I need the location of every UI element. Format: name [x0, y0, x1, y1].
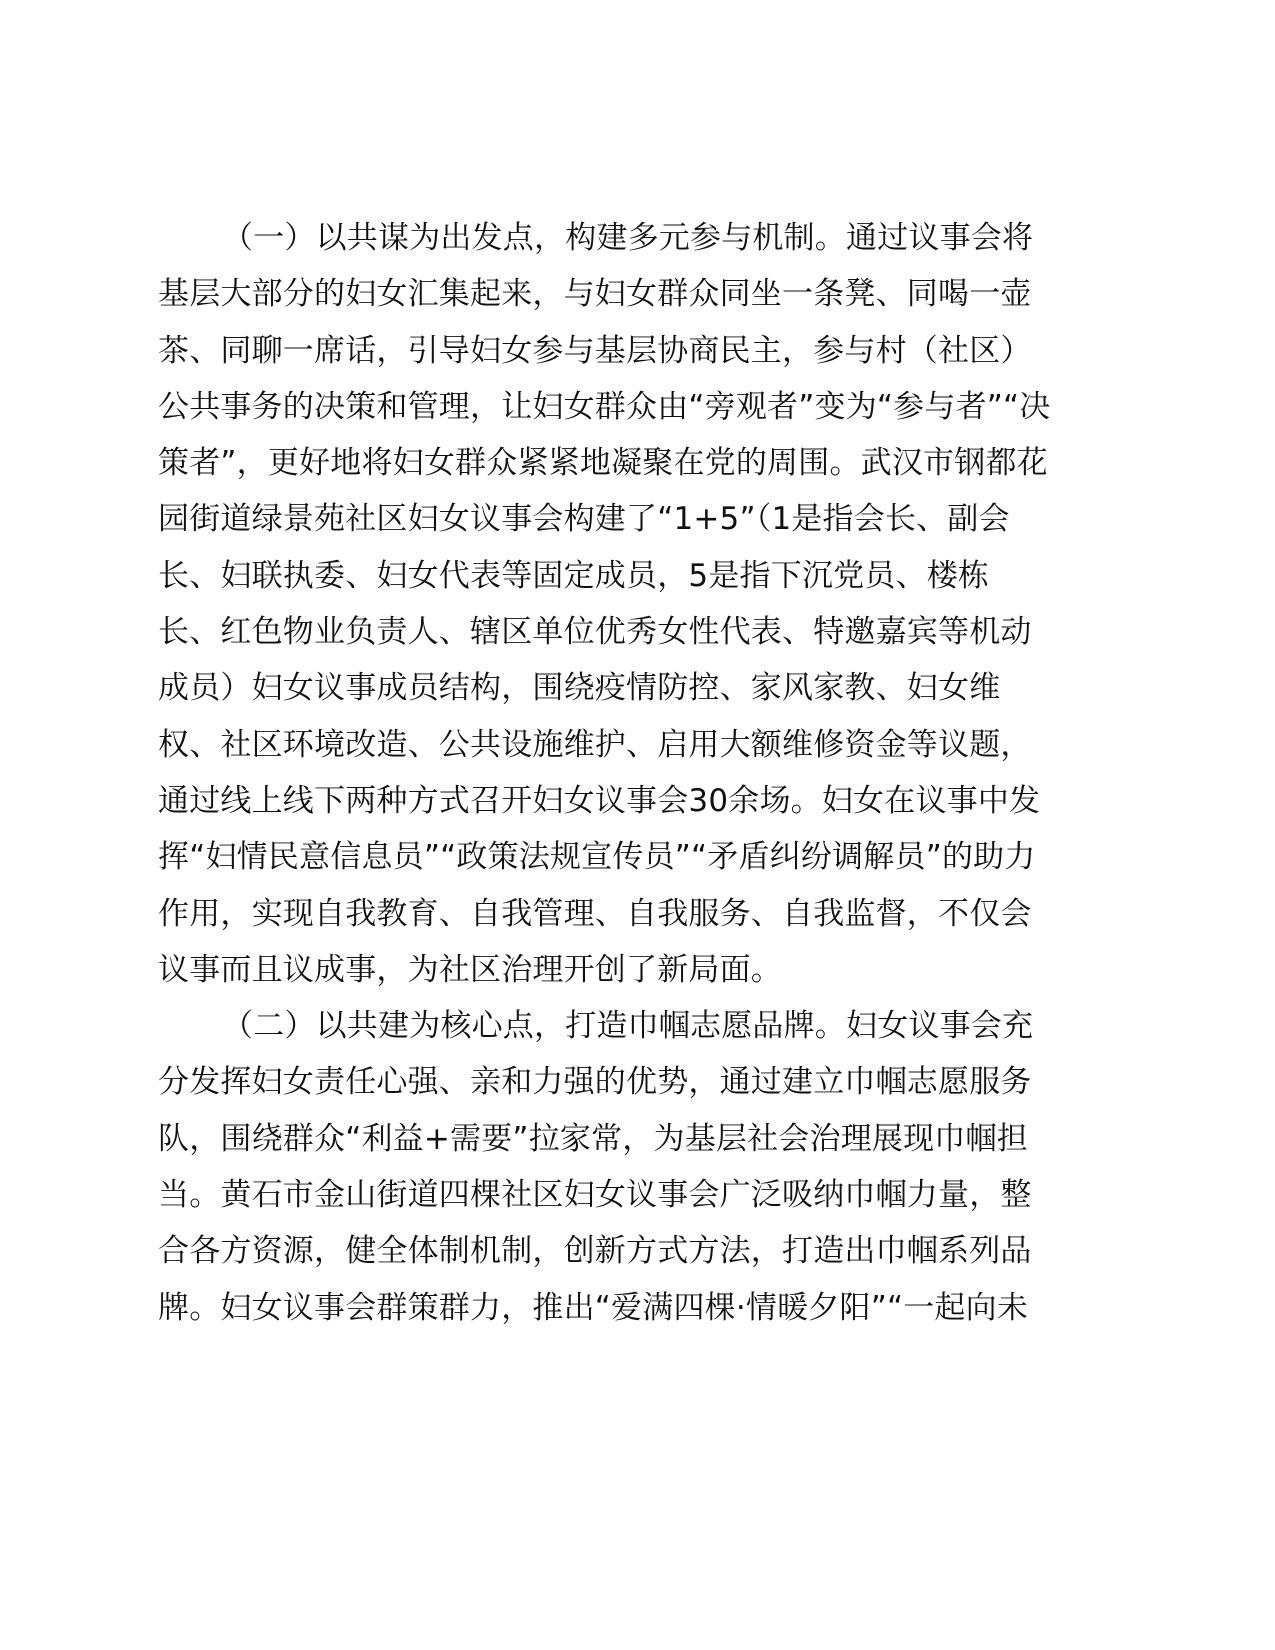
text-line: 分发挥妇女责任心强、亲和力强的优势，通过建立巾帼志愿服务 [158, 1064, 1032, 1101]
text-line: 茶、同聊一席话，引导妇女参与基层协商民主，参与村（社区） [158, 332, 1032, 369]
text-line: 牌。妇女议事会群策群力，推出“爱满四棵·情暖夕阳”“一起向未 [158, 1289, 1029, 1326]
text-line: 作用，实现自我教育、自我管理、自我服务、自我监督，不仅会 [158, 895, 1032, 932]
text-line: 当。黄石市金山街道四棵社区妇女议事会广泛吸纳巾帼力量，整 [158, 1177, 1032, 1214]
text-line: （一）以共谋为出发点，构建多元参与机制。通过议事会将 [222, 220, 1034, 256]
text-line: 队，围绕群众“利益+需要”拉家常，为基层社会治理展现巾帼担 [158, 1120, 1028, 1157]
text-line: 通过线上线下两种方式召开妇女议事会30余场。妇女在议事中发 [158, 782, 1041, 819]
text-line: 长、妇联执委、妇女代表等固定成员，5是指下沉党员、楼栋 [158, 557, 990, 594]
text-line: 长、红色物业负责人、辖区单位优秀女性代表、特邀嘉宾等机动 [158, 614, 1032, 651]
document-page [158, 210, 1118, 1336]
text-line: （二）以共建为核心点，打造巾帼志愿品牌。妇女议事会充 [222, 1008, 1034, 1045]
paragraph-2 [158, 998, 1118, 1336]
text-line: 挥“妇情民意信息员”“政策法规宣传员”“矛盾纠纷调解员”的助力 [158, 839, 1036, 876]
text-line: 园街道绿景苑社区妇女议事会构建了“1+5”（1是指会长、副会 [158, 501, 1010, 538]
text-line: 策者”，更好地将妇女群众紧紧地凝聚在党的周围。武汉市钢都花 [158, 445, 1048, 482]
text-line: 成员）妇女议事成员结构，围绕疫情防控、家风家教、妇女维 [158, 670, 1001, 707]
paragraph-1 [158, 210, 1118, 998]
text-line: 权、社区环境改造、公共设施维护、启用大额维修资金等议题， [158, 726, 1032, 763]
text-line: 合各方资源，健全体制机制，创新方式方法，打造出巾帼系列品 [158, 1233, 1032, 1270]
text-line: 议事而且议成事，为社区治理开创了新局面。 [158, 951, 782, 988]
text-line: 公共事务的决策和管理，让妇女群众由“旁观者”变为“参与者”“决 [158, 388, 1051, 425]
text-line: 基层大部分的妇女汇集起来，与妇女群众同坐一条凳、同喝一壶 [158, 276, 1032, 313]
